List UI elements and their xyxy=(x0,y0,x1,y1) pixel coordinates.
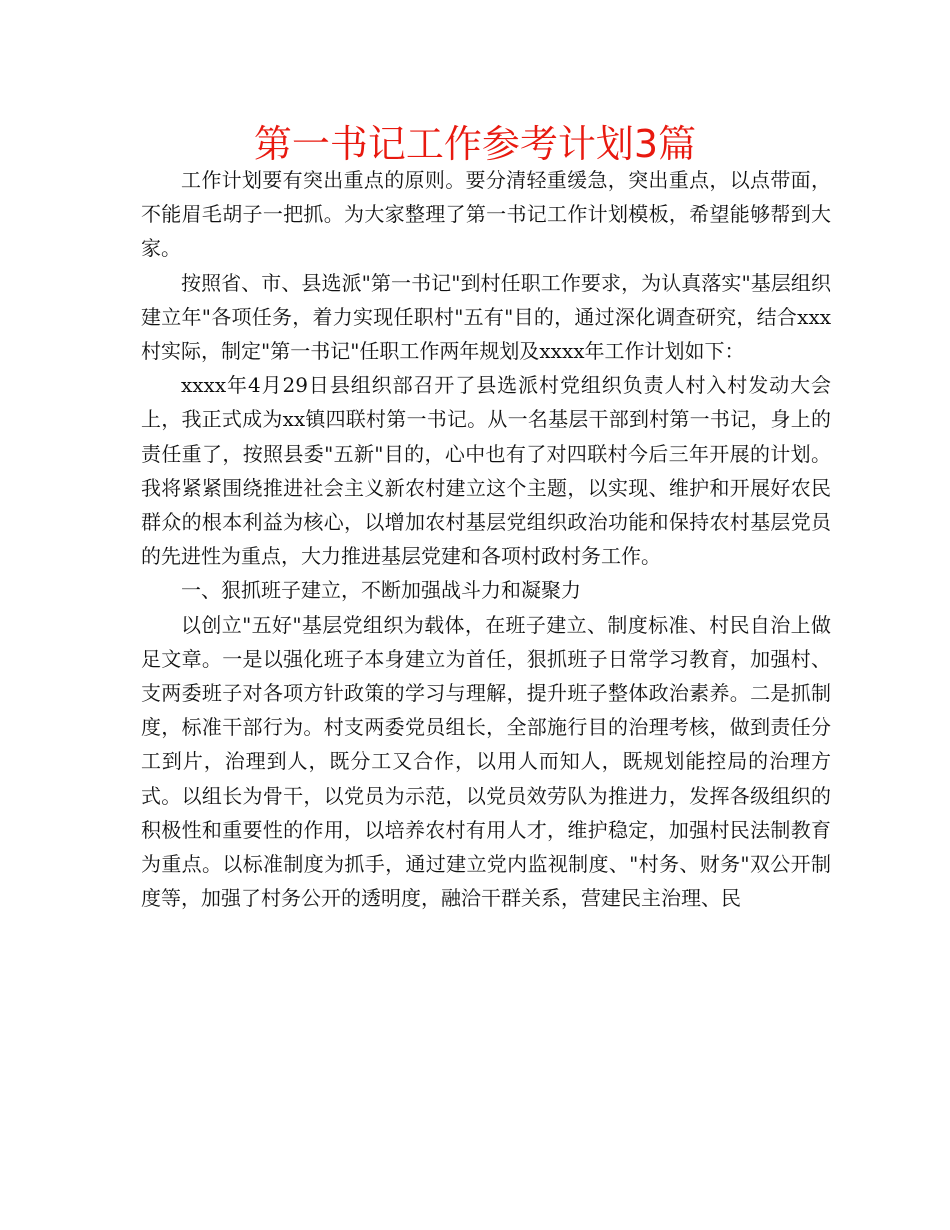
paragraph-appointment: xxxx年4月29日县组织部召开了县选派村党组织负责人村入村发动大会上，我正式成为xx镇四联村第一书记。从一名基层干部到村第一书记，身上的责任重了，按照县委"五新"目的，心中也有了对四联村今后三年开展的计划。我将紧紧围绕推进社会主义新农村建立这个主题，以实现、维护和开展好农民群众的根本利益为核心，以增加农村基层党组织政治功能和保持农村基层党员的先进性为重点，大力推进基层党建和各项村政村务工作。 xyxy=(141,373,831,569)
document-title: 第一书记工作参考计划3篇 xyxy=(253,122,697,166)
paragraph-requirements: 按照省、市、县选派"第一书记"到村任职工作要求，为认真落实"基层组织建立年"各项任务，着力实现任职村"五有"目的，通过深化调查研究，结合xxx村实际，制定"第一书记"任职工作两年规划及xxxx年工作计划如下： xyxy=(141,270,831,364)
document-body xyxy=(141,163,831,915)
section-heading-1: 一、狠抓班子建立，不断加强战斗力和凝聚力 xyxy=(181,578,581,603)
paragraph-intro: 工作计划要有突出重点的原则。要分清轻重缓急，突出重点，以点带面，不能眉毛胡子一把抓。为大家整理了第一书记工作计划模板，希望能够帮到大家。 xyxy=(141,168,831,261)
paragraph-team-building: 以创立"五好"基层党组织为载体，在班子建立、制度标准、村民自治上做足文章。一是以强化班子本身建立为首任，狠抓班子日常学习教育，加强村、支两委班子对各项方针政策的学习与理解，提升班子整体政治素养。二是抓制度，标准干部行为。村支两委党员组长，全部施行目的治理考核，做到责任分工到片，治理到人，既分工又合作，以用人而知人，既规划能控局的治理方式。以组长为骨干，以党员为示范，以党员效劳队为推进力，发挥各级组织的积极性和重要性的作用，以培养农村有用人才，维护稳定，加强村民法制教育为重点。以标准制度为抓手，通过建立党内监视制度、"村务、财务"双公开制度等，加强了村务公开的透明度，融洽干群关系，营建民主治理、民 xyxy=(141,612,831,911)
